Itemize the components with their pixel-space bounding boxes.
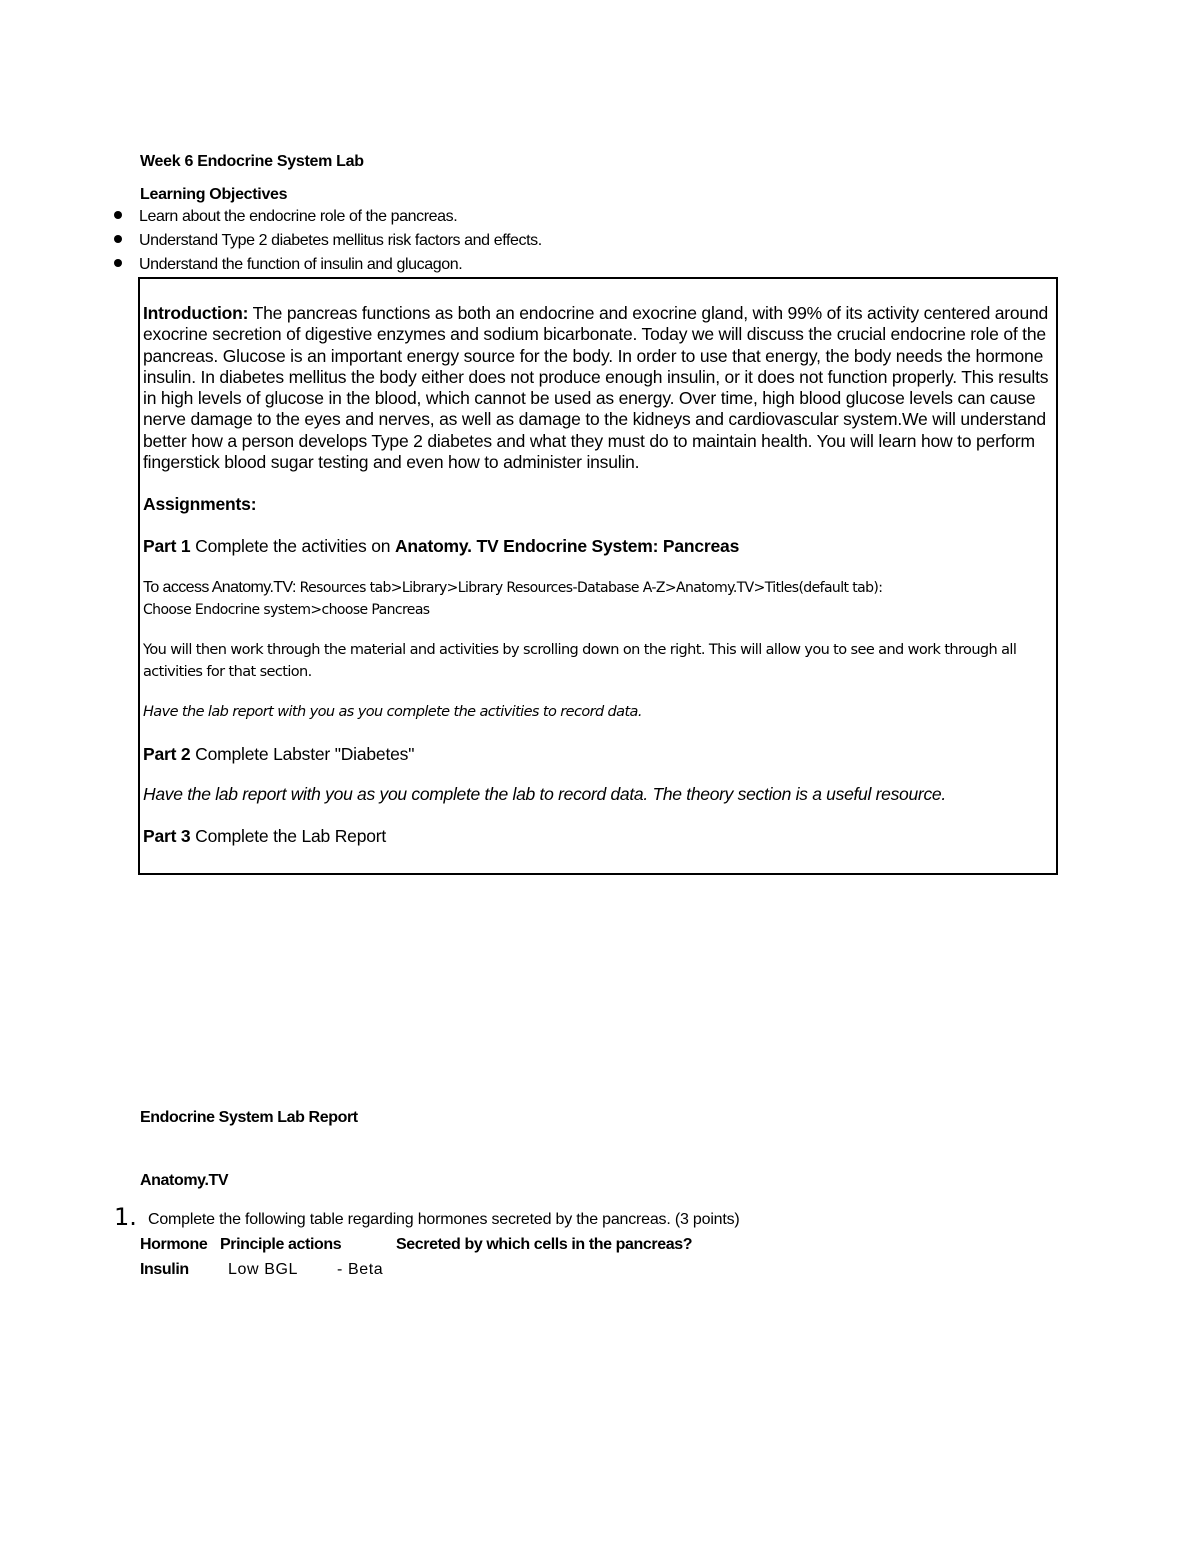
- bullet-icon: [114, 211, 122, 219]
- assignments-heading: Assignments:: [143, 494, 257, 515]
- report-title: Endocrine System Lab Report: [140, 1109, 358, 1126]
- document-title: Week 6 Endocrine System Lab: [140, 153, 364, 170]
- workthrough-instructions: You will then work through the material and activities by scrolling down on the right. This will allow you to see and work through all activities for that section.: [143, 642, 1017, 681]
- table-header-secreted-by: Secreted by which cells in the pancreas?: [396, 1236, 693, 1253]
- question-text: Complete the following table regarding hormones secreted by the pancreas. (3 points): [148, 1211, 740, 1228]
- part-3: [143, 825, 1055, 847]
- learning-objectives-list: [114, 206, 542, 278]
- objective-text: Understand the function of insulin and glucagon.: [139, 256, 463, 273]
- part-3-label: Part 3: [143, 826, 191, 847]
- part-1-text: Complete the activities on: [195, 536, 391, 557]
- objective-item: [114, 254, 542, 278]
- introduction-label: Introduction:: [143, 303, 249, 323]
- bullet-icon: [114, 235, 122, 243]
- part-1-label: Part 1: [143, 536, 191, 557]
- objective-text: Learn about the endocrine role of the pancreas.: [139, 208, 458, 225]
- question-number: 1.: [114, 1203, 137, 1231]
- part-1-target: Anatomy. TV Endocrine System: Pancreas: [394, 536, 740, 557]
- objective-text: Understand Type 2 diabetes mellitus risk factors and effects.: [139, 232, 542, 249]
- access-instructions: [143, 577, 1055, 621]
- table-cell-hormone: Insulin: [140, 1261, 189, 1278]
- intro-box-content: [143, 303, 1055, 847]
- objective-item: [114, 230, 542, 254]
- access-path-2: Choose Endocrine system>choose Pancreas: [143, 602, 430, 619]
- introduction-text: The pancreas functions as both an endocrine and exocrine gland, with 99% of its activity centered around exocrine secretion of digestive enzymes and sodium bicarbonate. Today we will discuss the crucial endocrine role of the pancreas. Glucose is an important energy source for the body. In order to use that energy, the body needs the hormone insulin. In diabetes mellitus the body either does not produce enough insulin, or it does not function properly. This results in high levels of glucose in the blood, which cannot be used as energy. Over time, high blood glucose levels can cause nerve damage to the eyes and nerves, as well as damage to the kidneys and cardiovascular system.We will understand better how a person develops Type 2 diabetes and what they must do to maintain health. You will learn how to perform fingerstick blood sugar testing and even how to administer insulin.: [143, 303, 1049, 473]
- table-cell-secreted-by: - Beta: [337, 1261, 384, 1278]
- table-header-principle-actions: Principle actions: [220, 1236, 342, 1253]
- part-3-text: Complete the Lab Report: [195, 826, 387, 847]
- table-cell-principle-actions: Low BGL: [228, 1261, 299, 1278]
- note-activities: Have the lab report with you as you complete the activities to record data.: [143, 704, 642, 721]
- part-1: [143, 535, 1055, 557]
- note-lab: Have the lab report with you as you complete the lab to record data. The theory section is a useful resource.: [143, 784, 946, 805]
- access-lead: To access Anatomy.TV:: [143, 579, 296, 597]
- access-path-1: Resources tab>Library>Library Resources-Database A-Z>Anatomy.TV>Titles(default tab):: [299, 580, 883, 597]
- part-2-label: Part 2: [143, 744, 191, 765]
- section-heading: Anatomy.TV: [140, 1172, 229, 1189]
- objective-item: [114, 206, 542, 230]
- intro-box: [138, 277, 1058, 875]
- bullet-icon: [114, 259, 122, 267]
- part-2-text: Complete Labster "Diabetes": [195, 744, 415, 765]
- table-header-hormone: Hormone: [140, 1236, 208, 1253]
- part-2: [143, 743, 1055, 765]
- learning-objectives-heading: Learning Objectives: [140, 186, 288, 203]
- introduction-paragraph: [143, 303, 1055, 473]
